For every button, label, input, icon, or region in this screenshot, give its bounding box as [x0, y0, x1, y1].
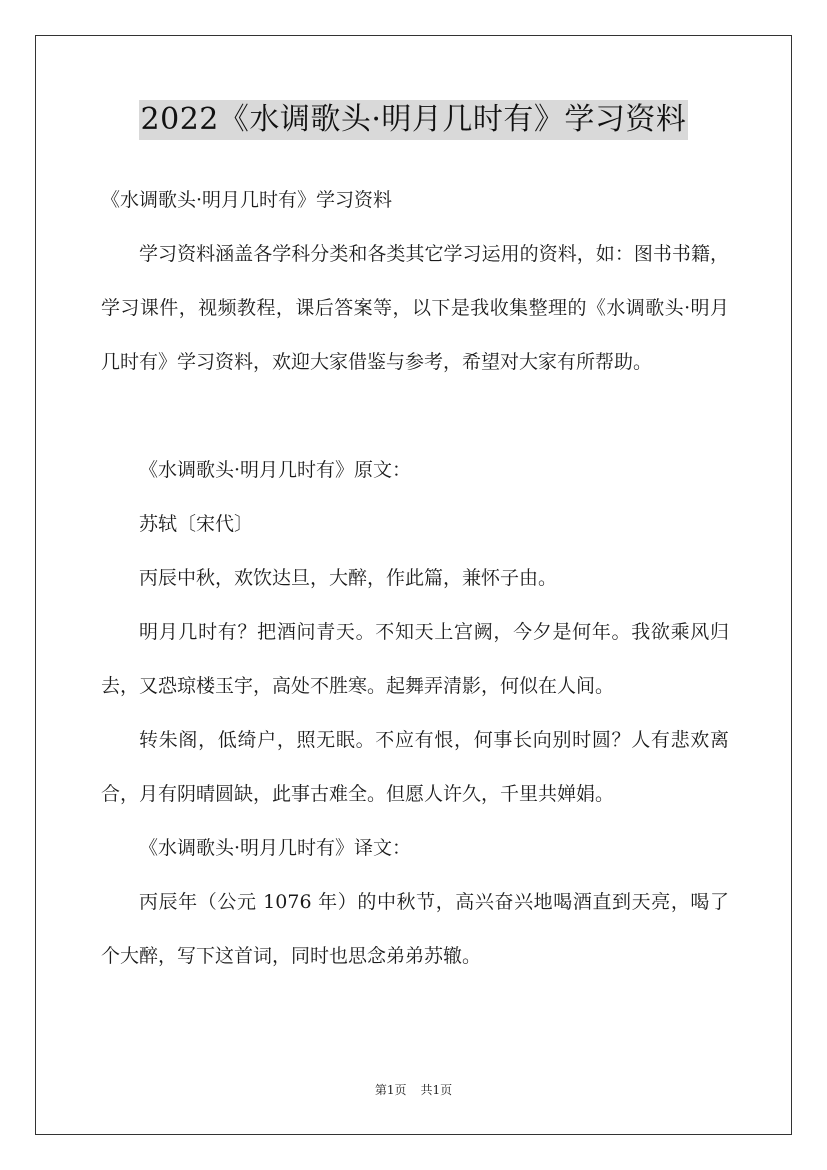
paragraph: 明月几时有？把酒问青天。不知天上宫阙，今夕是何年。我欲乘风归去，又恐琼楼玉宇，高处不胜寒。起舞弄清影，何似在人间。 — [101, 621, 729, 697]
paragraph: 转朱阁，低绮户，照无眠。不应有恨，何事长向别时圆？人有悲欢离合，月有阴晴圆缺，此事古难全。但愿人许久，千里共婵娟。 — [101, 729, 729, 805]
paragraph: 学习资料涵盖各学科分类和各类其它学习运用的资料，如：图书书籍，学习课件，视频教程，课后答案等，以下是我收集整理的《水调歌头·明月几时有》学习资料，欢迎大家借鉴与参考，希望对大家有所帮助。 — [101, 243, 729, 373]
paragraph-spacer — [101, 389, 729, 443]
document-title: 2022《水调歌头·明月几时有》学习资料 — [139, 100, 689, 140]
page-number: 第1页 — [374, 1083, 407, 1097]
page-footer — [0, 1080, 827, 1100]
paragraph: 丙辰年（公元 1076 年）的中秋节，高兴奋兴地喝酒直到天亮，喝了个大醉，写下这首词，同时也思念弟弟苏辙。 — [101, 891, 729, 967]
paragraph: 苏轼〔宋代〕 — [139, 513, 254, 535]
page-total: 共1页 — [420, 1083, 453, 1097]
paragraph: 《水调歌头·明月几时有》原文： — [139, 459, 412, 481]
document-body — [101, 173, 729, 983]
title-container — [0, 100, 827, 140]
paragraph: 《水调歌头·明月几时有》译文： — [139, 837, 412, 859]
paragraph: 《水调歌头·明月几时有》学习资料 — [101, 189, 393, 211]
paragraph: 丙辰中秋，欢饮达旦，大醉，作此篇，兼怀子由。 — [139, 567, 558, 589]
